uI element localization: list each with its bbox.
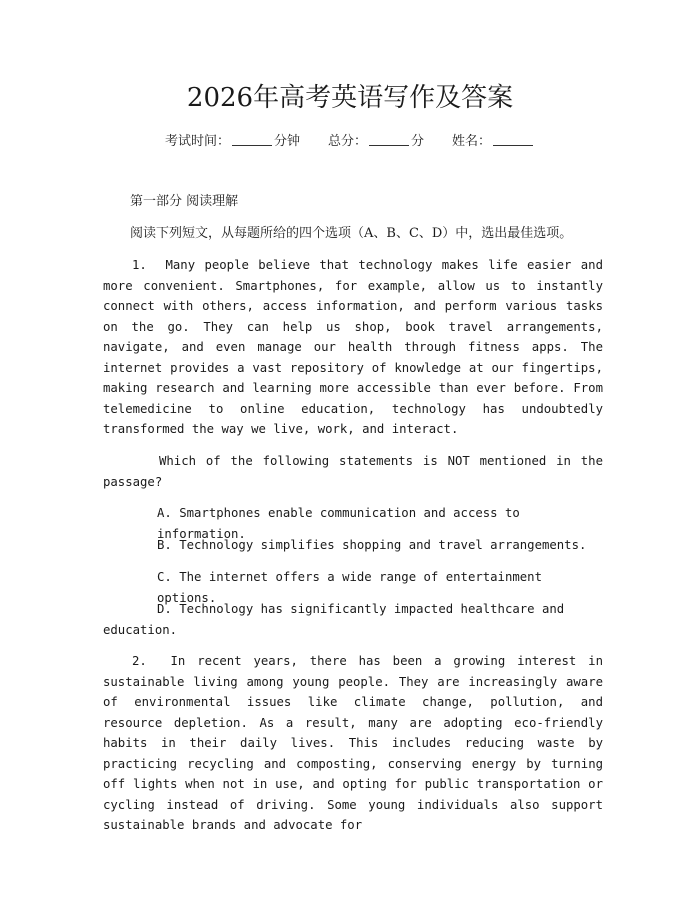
question-2-number: 2. (132, 654, 147, 668)
total-score-blank (369, 131, 409, 146)
question-1-passage-text: Many people believe that technology makes life easier and more convenient. Smartphones, for example, allow us to instantly connect with others, access information, and perform various tasks on the go. They can help us shop, book travel arrangements, navigate, and even manage our health through fitness apps. The internet provides a vast repository of knowledge at our fingertips, making research and learning more accessible than ever before. From telemedicine to online education, technology has undoubtedly transformed the way we live, work, and interact. (103, 258, 603, 436)
total-score-label: 总分： (327, 134, 367, 149)
name-blank (493, 131, 533, 146)
question-2-passage (103, 651, 603, 836)
section-heading: 第一部分 阅读理解 (130, 194, 239, 209)
question-1-number: 1. (132, 258, 147, 272)
question-2-passage-text: In recent years, there has been a growing interest in sustainable living among young people. They are increasingly aware of environmental issues like climate change, pollution, and resource depletion. As a result, many are adopting eco-friendly habits in their daily lives. This includes reducing waste by practicing recycling and composting, conserving energy by turning off lights when not in use, and opting for public transportation or cycling instead of driving. Some young individuals also support sustainable brands and advocate for (103, 654, 603, 832)
question-1-passage (103, 255, 603, 440)
exam-info-line (0, 131, 700, 152)
question-1-option-b: B. Technology simplifies shopping and travel arrangements. (157, 538, 587, 552)
question-1-option-a: A. Smartphones enable communication and access to information. (157, 506, 520, 541)
name-label: 姓名： (452, 134, 492, 149)
question-1-prompt: Which of the following statements is NOT mentioned in the passage? (103, 454, 603, 489)
section-instruction: 阅读下列短文，从每题所给的四个选项（A、B、C、D）中，选出最佳选项。 (130, 226, 573, 241)
question-1-option-d: D. Technology has significantly impacted healthcare and education. (103, 602, 565, 637)
exam-time-unit: 分钟 (273, 134, 300, 149)
document-title: 2026年高考英语写作及答案 (186, 83, 514, 113)
question-1-option-c: C. The internet offers a wide range of entertainment options. (157, 570, 542, 605)
exam-time-label: 考试时间： (164, 134, 230, 149)
exam-time-blank (232, 131, 272, 146)
total-score-unit: 分 (411, 134, 425, 149)
